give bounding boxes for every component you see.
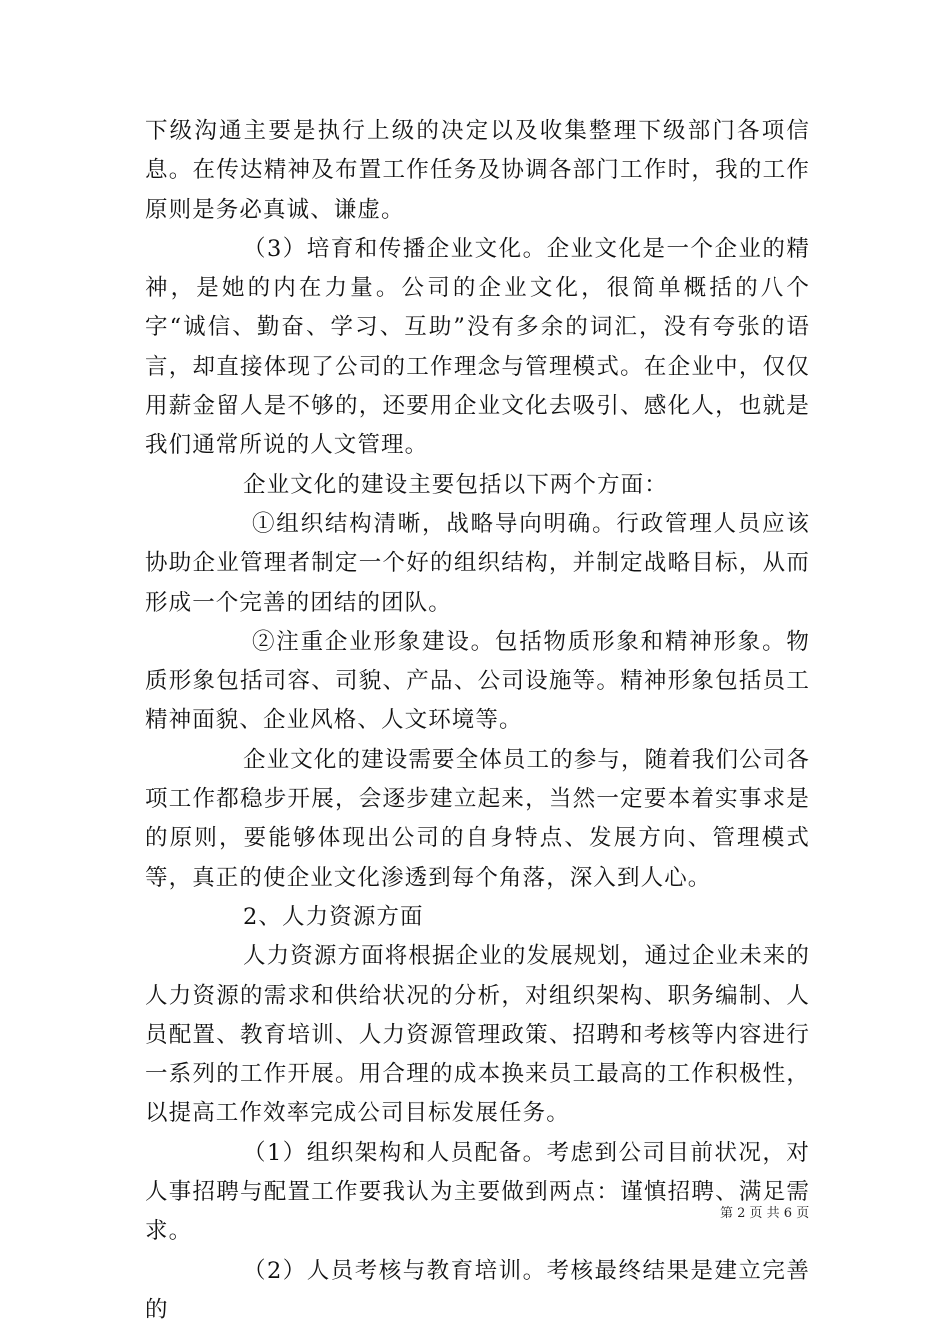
paragraph-culture-building: 企业文化的建设需要全体员工的参与，随着我们公司各项工作都稳步开展，会逐步建立起来，当然一定要本着实事求是的原则，要能够体现出公司的自身特点、发展方向、管理模式等，真正的使企业文化渗透到每个角落，深入到人心。 <box>145 746 810 891</box>
section-heading-human-resources: 2、人力资源方面 <box>243 903 424 930</box>
paragraph-corporate-image: ②注重企业形象建设。包括物质形象和精神形象。物质形象包括司容、司貌、产品、公司设施等。精神形象包括员工精神面貌、企业风格、人文环境等。 <box>145 628 810 734</box>
paragraph-staffing: （1）组织架构和人员配备。考虑到公司目前状况，对人事招聘与配置工作要我认为主要做到两点：谨慎招聘、满足需求。 <box>145 1139 810 1245</box>
paragraph-communication-principles: 下级沟通主要是执行上级的决定以及收集整理下级部门各项信息。在传达精神及布置工作任务及协调各部门工作时，我的工作原则是务必真诚、谦虚。 <box>145 118 810 223</box>
paragraph-org-structure: ①组织结构清晰，战略导向明确。行政管理人员应该协助企业管理者制定一个好的组织结构，并制定战略目标，从而形成一个完善的团结的团队。 <box>145 510 810 616</box>
paragraph-corporate-culture: （3）培育和传播企业文化。企业文化是一个企业的精神，是她的内在力量。公司的企业文化，很简单概括的八个字“诚信、勤奋、学习、互助”没有多余的词汇，没有夸张的语言，却直接体现了公司的工作理念与管理模式。在企业中，仅仅用薪金留人是不够的，还要用企业文化去吸引、感化人，也就是我们通常所说的人文管理。 <box>145 235 810 459</box>
document-body <box>145 112 810 1330</box>
paragraph-hr-planning: 人力资源方面将根据企业的发展规划，通过企业未来的人力资源的需求和供给状况的分析，对组织架构、职务编制、人员配置、教育培训、人力资源管理政策、招聘和考核等内容进行一系列的工作开展。用合理的成本换来员工最高的工作积极性，以提高工作效率完成公司目标发展任务。 <box>145 943 810 1127</box>
page-number-footer: 第 2 页 共 6 页 <box>720 1206 810 1221</box>
paragraph-culture-aspects-intro: 企业文化的建设主要包括以下两个方面： <box>243 471 668 498</box>
paragraph-assessment-training: （2）人员考核与教育培训。考核最终结果是建立完善的 <box>145 1257 810 1323</box>
